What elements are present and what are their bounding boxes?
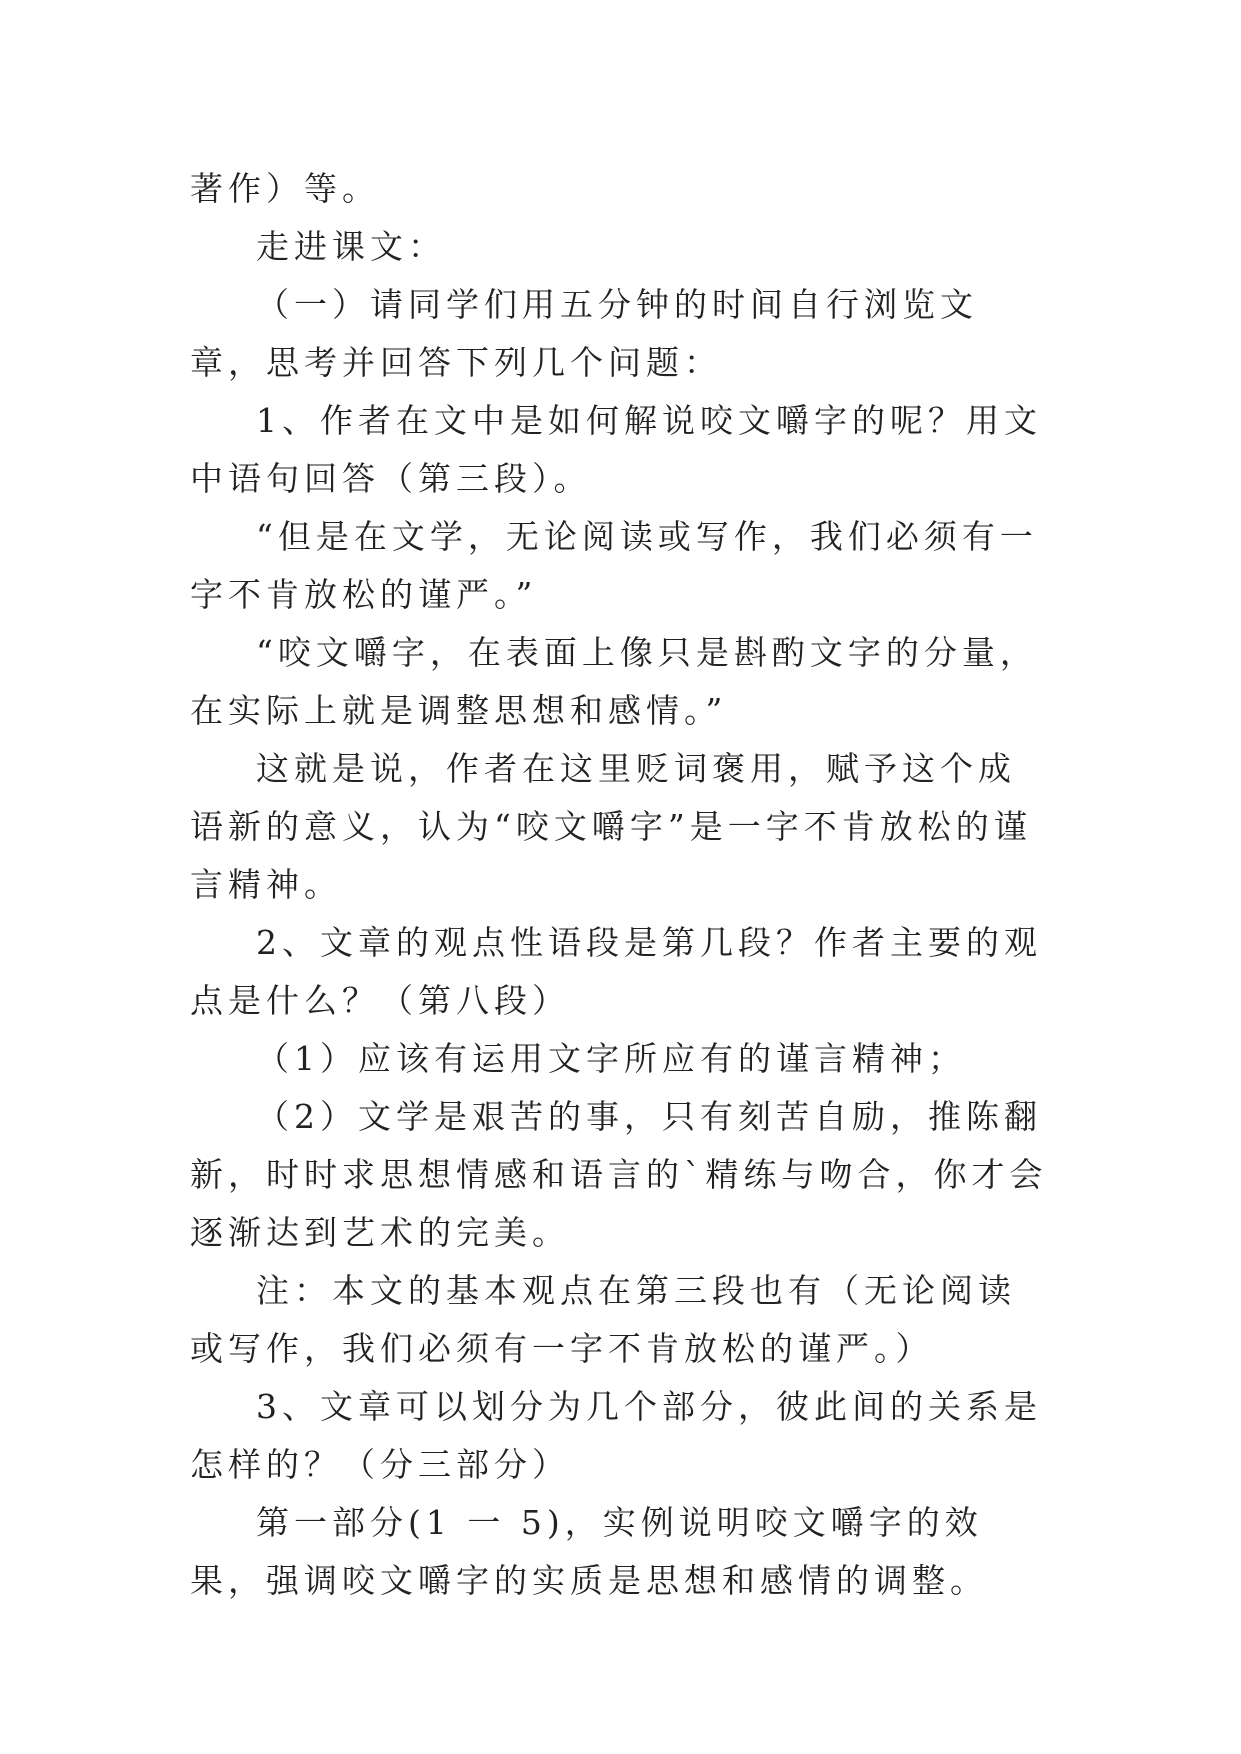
paragraph-explanation: 这就是说，作者在这里贬词褒用，赋予这个成语新的意义，认为“咬文嚼字”是一字不肯放松的谨言精神。	[190, 749, 1032, 904]
paragraph-point-1: （1）应该有运用文字所应有的谨言精神；	[256, 1039, 966, 1078]
paragraph-question-1: 1、作者在文中是如何解说咬文嚼字的呢？用文中语句回答（第三段）。	[190, 401, 1042, 498]
paragraph-section-heading: 走进课文：	[256, 227, 446, 266]
paragraph-quote-2: “咬文嚼字，在表面上像只是斟酌文字的分量，在实际上就是调整思想和感情。”	[190, 633, 1038, 730]
paragraph-quote-1: “但是在文学，无论阅读或写作，我们必须有一字不肯放松的谨严。”	[190, 517, 1038, 614]
paragraph-question-2: 2、文章的观点性语段是第几段？作者主要的观点是什么？（第八段）	[190, 923, 1042, 1020]
paragraph-note: 注：本文的基本观点在第三段也有（无论阅读或写作，我们必须有一字不肯放松的谨严。）	[190, 1271, 1016, 1368]
paragraph-question-3: 3、文章可以划分为几个部分，彼此间的关系是怎样的？（分三部分）	[190, 1387, 1042, 1484]
paragraph-point-2: （2）文学是艰苦的事，只有刻苦自励，推陈翻新，时时求思想情感和语言的`精练与吻合，你才会逐渐达到艺术的完美。	[190, 1097, 1048, 1252]
paragraph-part-1: 第一部分(1 一 5)，实例说明咬文嚼字的效果，强调咬文嚼字的实质是思想和感情的调整。	[190, 1503, 988, 1600]
document-body	[190, 160, 1050, 1610]
paragraph-continuation: 著作）等。	[190, 169, 380, 208]
paragraph-instruction: （一）请同学们用五分钟的时间自行浏览文章，思考并回答下列几个问题：	[190, 285, 978, 382]
